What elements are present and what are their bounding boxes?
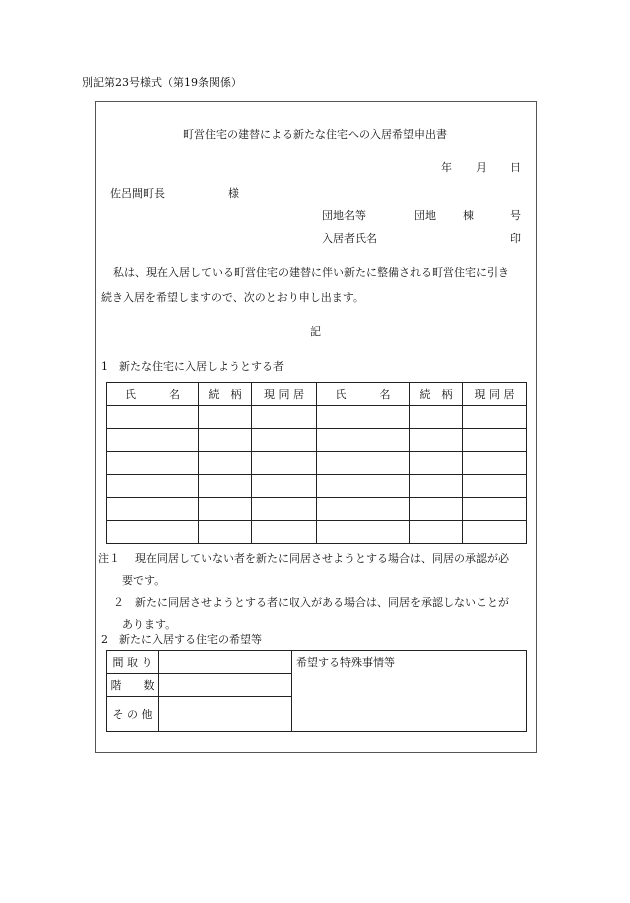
name-cell[interactable] [107,521,199,544]
table-row [107,406,527,429]
relation-cell[interactable] [199,406,252,429]
seal-mark: 印 [510,232,521,245]
special-circumstances-cell[interactable] [292,651,527,732]
relation-cell[interactable] [199,452,252,475]
table-row [107,521,527,544]
members-table-header [107,383,527,406]
form-title: 町営住宅の建替による新たな住宅への入居希望申出書 [183,128,447,141]
relation-cell[interactable] [199,429,252,452]
ki-mark: 記 [310,325,321,338]
col-header-cohabiting-2: 現 同 居 [463,383,527,406]
body-line-2: 続き入居を希望しますので、次のとおり申し出ます。 [101,291,364,304]
cohabiting-cell[interactable] [463,452,527,475]
row-label-floor: 階 数 [107,674,159,697]
resident-name-label: 入居者氏名 [322,232,377,245]
addressee-honorific: 様 [228,187,239,200]
other-cell[interactable] [159,697,292,732]
col-header-cohabiting-1: 現 同 居 [252,383,317,406]
name-cell[interactable] [107,475,199,498]
cohabiting-cell[interactable] [252,452,317,475]
layout-cell[interactable] [159,651,292,674]
complex-label: 団地名等 [322,209,366,222]
relation-cell[interactable] [410,498,463,521]
special-circumstances-label: 希望する特殊事情等 [296,656,395,669]
name-cell[interactable] [107,429,199,452]
addressee-name: 佐呂間町長 [110,187,165,200]
relation-cell[interactable] [410,406,463,429]
table-row [107,452,527,475]
name-cell[interactable] [317,429,410,452]
table-row [107,475,527,498]
row-label-layout: 間 取 り [107,651,159,674]
relation-cell[interactable] [410,429,463,452]
col-header-name-1: 氏 名 [107,383,199,406]
cohabiting-cell[interactable] [252,521,317,544]
note-1-label: 注１ [98,552,120,565]
note-2-label: ２ [113,596,124,609]
section-2-title: 2 新たに入居する住宅の希望等 [101,633,262,646]
cohabiting-cell[interactable] [463,429,527,452]
date-day: 日 [510,161,521,174]
number-suffix: 号 [510,209,521,222]
name-cell[interactable] [317,498,410,521]
name-cell[interactable] [317,475,410,498]
cohabiting-cell[interactable] [252,475,317,498]
col-header-name-2: 氏 名 [317,383,410,406]
row-label-other: そ の 他 [107,697,159,732]
form-number-label: 別記第23号様式（第19条関係） [82,76,242,89]
cohabiting-cell[interactable] [252,498,317,521]
relation-cell[interactable] [410,452,463,475]
building-suffix: 棟 [463,209,474,222]
members-table [106,382,527,544]
cohabiting-cell[interactable] [463,406,527,429]
col-header-relation-1: 続 柄 [199,383,252,406]
note-2-line-2: あります。 [122,618,177,631]
name-cell[interactable] [107,498,199,521]
cohabiting-cell[interactable] [463,521,527,544]
name-cell[interactable] [317,406,410,429]
relation-cell[interactable] [199,475,252,498]
note-1-line-1: 現在同居していない者を新たに同居させようとする場合は、同居の承認が必 [135,552,509,565]
table-row [107,429,527,452]
cohabiting-cell[interactable] [252,406,317,429]
date-year: 年 [441,161,452,174]
name-cell[interactable] [107,406,199,429]
complex-suffix: 団地 [414,209,436,222]
floor-cell[interactable] [159,674,292,697]
cohabiting-cell[interactable] [463,475,527,498]
col-header-relation-2: 続 柄 [410,383,463,406]
cohabiting-cell[interactable] [252,429,317,452]
table-row [107,498,527,521]
date-month: 月 [476,161,487,174]
relation-cell[interactable] [410,521,463,544]
note-1-line-2: 要です。 [122,574,166,587]
relation-cell[interactable] [199,498,252,521]
cohabiting-cell[interactable] [463,498,527,521]
relation-cell[interactable] [199,521,252,544]
body-line-1: 私は、現在入居している町営住宅の建替に伴い新たに整備される町営住宅に引き [113,266,509,279]
relation-cell[interactable] [410,475,463,498]
housing-preference-table [106,650,527,732]
section-1-title: 1 新たな住宅に入居しようとする者 [101,360,284,373]
name-cell[interactable] [107,452,199,475]
name-cell[interactable] [317,521,410,544]
name-cell[interactable] [317,452,410,475]
note-2-line-1: 新たに同居させようとする者に収入がある場合は、同居を承認しないことが [135,596,509,609]
